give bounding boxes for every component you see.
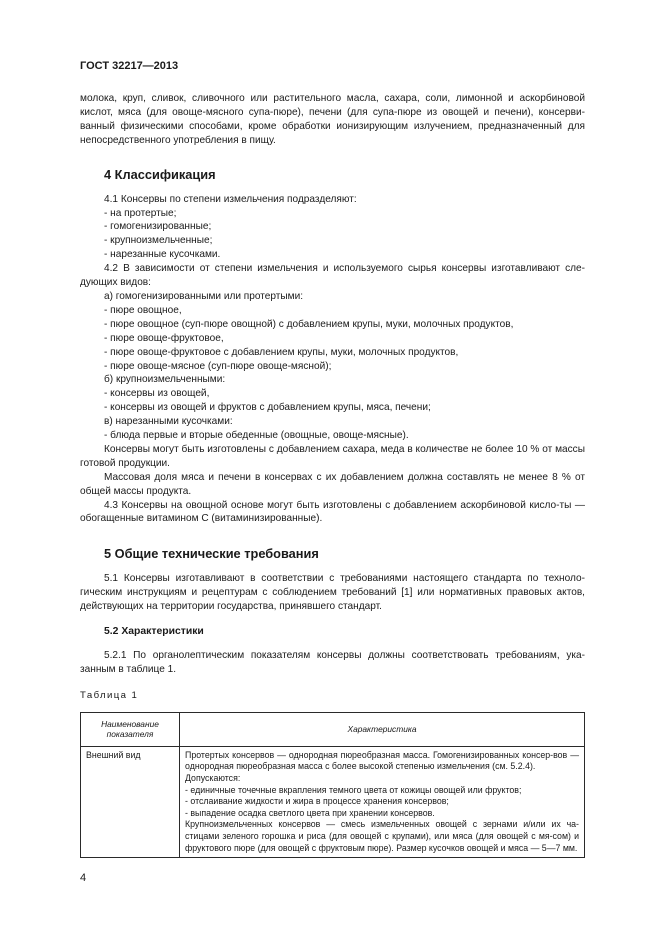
list-item: - пюре овощное, [104,304,182,316]
group-c-label: в) нарезанными кусочками: [104,416,233,428]
document-header: ГОСТ 32217—2013 [80,60,179,72]
list-item: - пюре овощное (суп-пюре овощной) с добавлением крупы, муки, молочных продуктов, [104,318,514,330]
list-item: - гомогенизированные; [104,221,212,233]
section-5-heading: 5 Общие технические требования [104,546,319,562]
page-content [80,92,585,858]
table-header-row [81,712,585,746]
sugar-paragraph: Консервы могут быть изготовлены с добавлением сахара, меда в количестве не более 10 % от массы готовой продукции. [80,443,585,469]
intro-line: ванный физическими способами, кроме обработки ионизирующим излучением, предназначенный для [80,120,585,132]
clause-5-2-heading: 5.2 Характеристики [104,626,204,638]
list-item: - на протертые; [104,207,177,219]
list-item: - крупноизмельченные; [104,235,213,247]
list-item: - пюре овоще-фруктовое, [104,332,224,344]
intro-paragraph [80,92,585,148]
group-a-label: а) гомогенизированными или протертыми: [104,290,304,302]
characteristic-line: - выпадение осадка светлого цвета при хранении консервов. [185,807,435,818]
column-header-indicator: Наименование показателя [81,712,180,746]
characteristic-line: Крупноизмельченных консервов — смесь измельченных овощей с зернами и/или их ча-стицами зеленого горошка и риса (для овощей с крупами), или мяса (для овощей с мя-сом) и фруктового пюре (для овощей с фруктовым пюре). Размер кусочков овощей и мяса — 5—7 мм. [185,819,579,853]
table-caption: Таблица 1 [80,689,139,701]
list-item: - пюре овоще-фруктовое с добавлением крупы, муки, молочных продуктов, [104,346,459,358]
table-1 [80,712,585,858]
clause-5-2-1: 5.2.1 По органолептическим показателям консервы должны соответствовать требованиям, ука-занным в таблице 1. [80,650,585,675]
section-4-heading: 4 Классификация [104,166,216,182]
intro-line: кислот, мяса (для овоще-мясного супа-пюре), печени (для супа-пюре из овощей и печени), консерви- [80,106,585,118]
table-row [81,746,585,857]
characteristic-line: Допускаются: [185,773,241,783]
list-item: - пюре овоще-мясное (суп-пюре овоще-мясной); [104,360,332,372]
clause-4-2: 4.2 В зависимости от степени измельчения и используемого сырья консервы изготавливают сле-дующих видов: [80,263,585,289]
intro-line: непосредственного употребления в пищу. [80,134,276,146]
characteristic-line: - единичные точечные вкрапления темного цвета от кожицы овощей или фруктов; [185,784,522,795]
intro-line: молока, круп, сливок, сливочного или растительного масла, сахара, соли, лимонной и аскорбиновой [80,93,585,104]
clause-4-3: 4.3 Консервы на овощной основе могут быть изготовлены с добавлением аскорбиновой кисло-ты — обогащенные витамином С (витаминизированные). [80,499,585,525]
meat-share-paragraph: Массовая доля мяса и печени в консервах с их добавлением должна составлять не менее 8 % от общей массы продукта. [80,471,585,497]
page-number: 4 [80,872,87,884]
characteristic-line: - отслаивание жидкости и жира в процессе хранения консервов; [185,796,449,807]
list-item: - блюда первые и вторые обеденные (овощные, овоще-мясные). [104,430,409,442]
indicator-name-cell: Внешний вид [81,746,180,857]
list-item: - консервы из овощей и фруктов с добавлением крупы, мяса, печени; [104,402,431,414]
clause-5-1: 5.1 Консервы изготавливают в соответствии с требованиями настоящего стандарта по техноло-гическим инструкциям и рецептурам с соблюдением требований [1] или нормативных правовых актов, действующих на территории государства, принявшего стандарт. [80,573,585,613]
group-b-label: б) крупноизмельченными: [104,374,226,386]
characteristic-cell [180,746,585,857]
clause-4-1: 4.1 Консервы по степени измельчения подразделяют: [104,193,357,205]
column-header-characteristic: Характеристика [180,712,585,746]
list-item: - нарезанные кусочками. [104,249,221,261]
list-item: - консервы из овощей, [104,388,210,400]
characteristic-line: Протертых консервов — однородная пюреобразная масса. Гомогенизированных консер-вов — однородная пюреобразная масса с более высокой степенью измельчения (см. 5.2.4). [185,749,579,772]
